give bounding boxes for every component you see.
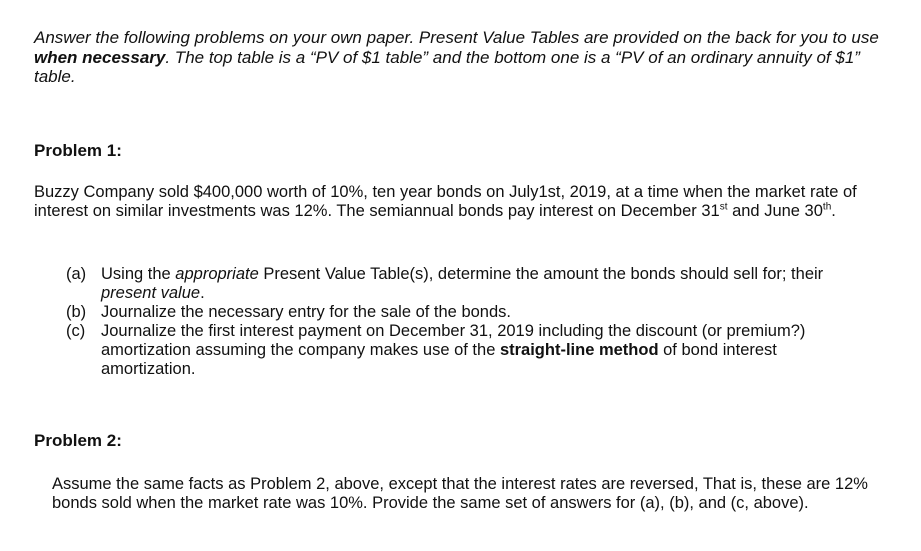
- problem-1-text-2: and June 30: [727, 202, 823, 220]
- problem-1-question-list: [66, 265, 866, 379]
- item-a-text-2: Present Value Table(s), determine the amount the bonds should sell for; their: [258, 265, 824, 283]
- problem-1-heading: Problem 1:: [34, 141, 122, 160]
- list-marker-c: (c): [66, 322, 86, 340]
- item-b-text: Journalize the necessary entry for the sale of the bonds.: [101, 303, 511, 321]
- instructions-text-1: Answer the following problems on your own paper. Present Value Tables are provided on the back for you to use: [34, 28, 879, 47]
- instructions-emphasis: when necessary: [34, 47, 166, 67]
- item-c-bold: straight-line method: [499, 341, 659, 359]
- problem-1-description: [34, 183, 884, 221]
- list-item-a: [66, 265, 866, 303]
- item-c-text-1: Journalize the first interest payment on December 31, 2019 including the discount (or premium?) amortization assuming the company makes use of the: [101, 322, 806, 359]
- item-a-text-3: .: [200, 284, 205, 302]
- problem-1-superscript-st: st: [719, 201, 728, 213]
- list-marker-b: (b): [66, 303, 87, 321]
- problem-1-text-1: Buzzy Company sold $400,000 worth of 10%, ten year bonds on July1st, 2019, at a time when the market rate of interest on similar investments was 12%. The semiannual bonds pay interest on December 31: [34, 183, 857, 220]
- instructions-text-2: . The top table is a “PV of $1 table” and the bottom one is a “PV of an ordinary annuity of $1” table.: [34, 47, 860, 86]
- item-a-italic-1: appropriate: [175, 265, 259, 283]
- problem-2-heading: Problem 2:: [34, 431, 122, 450]
- problem-1-superscript-th: th: [822, 201, 832, 213]
- list-item-b: [66, 303, 866, 322]
- problem-2-description: Assume the same facts as Problem 2, above, except that the interest rates are reversed, That is, these are 12% bonds sold when the market rate was 10%. Provide the same set of answers for (a), (b), and (c, above).: [52, 475, 868, 512]
- list-item-c: [66, 322, 866, 379]
- instructions-paragraph: [34, 28, 894, 87]
- list-marker-a: (a): [66, 265, 87, 283]
- item-a-text-1: Using the: [101, 265, 176, 283]
- problem-1-text-3: .: [831, 202, 836, 220]
- item-c-text-2: of bond interest amortization.: [101, 341, 777, 378]
- item-a-italic-2: present value: [101, 284, 201, 302]
